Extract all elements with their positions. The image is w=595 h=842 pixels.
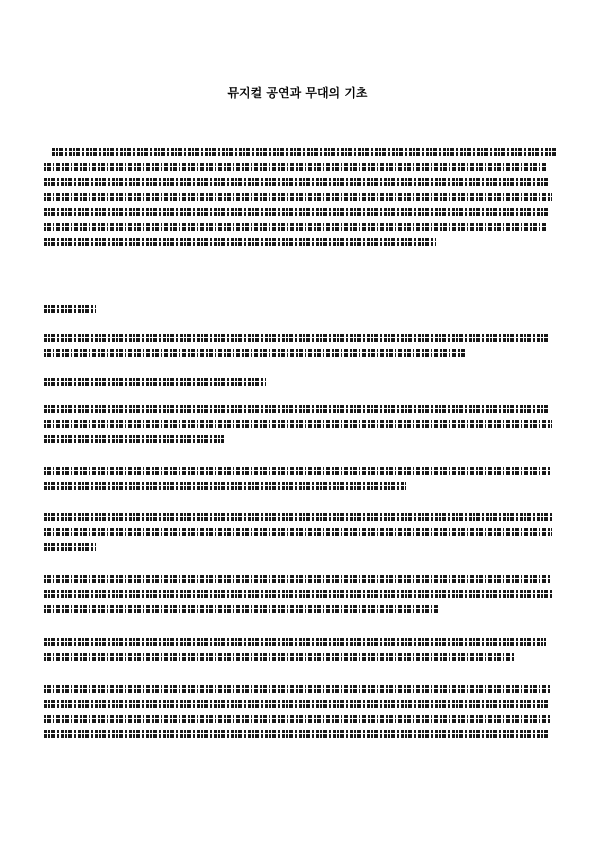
- body-paragraph: [44, 378, 556, 393]
- text-line: [44, 638, 546, 646]
- text-line: [44, 349, 466, 357]
- text-line: [44, 605, 440, 613]
- text-line: [44, 467, 550, 475]
- section-heading: [44, 305, 556, 320]
- text-line: [44, 685, 550, 693]
- text-line: [44, 405, 550, 413]
- intro-paragraph: [44, 148, 556, 253]
- body-paragraph: [44, 467, 556, 497]
- text-line: [44, 223, 546, 231]
- body-paragraph: [44, 513, 556, 558]
- text-line: [52, 148, 556, 156]
- document-title: 뮤지컬 공연과 무대의 기초: [227, 86, 368, 100]
- text-line: [44, 653, 514, 661]
- text-line: [44, 543, 96, 551]
- body-paragraph: [44, 685, 556, 745]
- text-line: [44, 513, 552, 521]
- text-line: [44, 334, 550, 342]
- text-line: [44, 715, 550, 723]
- body-paragraph: [44, 405, 556, 450]
- text-line: [44, 178, 548, 186]
- body-paragraph: [44, 334, 556, 364]
- text-line: [44, 305, 96, 313]
- body-paragraph: [44, 575, 556, 620]
- text-line: [44, 378, 266, 386]
- text-line: [44, 482, 406, 490]
- text-line: [44, 163, 548, 171]
- text-line: [44, 528, 552, 536]
- text-line: [44, 193, 552, 201]
- text-line: [44, 435, 224, 443]
- text-line: [44, 590, 552, 598]
- text-line: [44, 208, 550, 216]
- text-line: [44, 575, 550, 583]
- text-line: [44, 238, 436, 246]
- text-line: [44, 700, 550, 708]
- text-line: [44, 730, 548, 738]
- body-paragraph: [44, 638, 556, 668]
- text-line: [44, 420, 552, 428]
